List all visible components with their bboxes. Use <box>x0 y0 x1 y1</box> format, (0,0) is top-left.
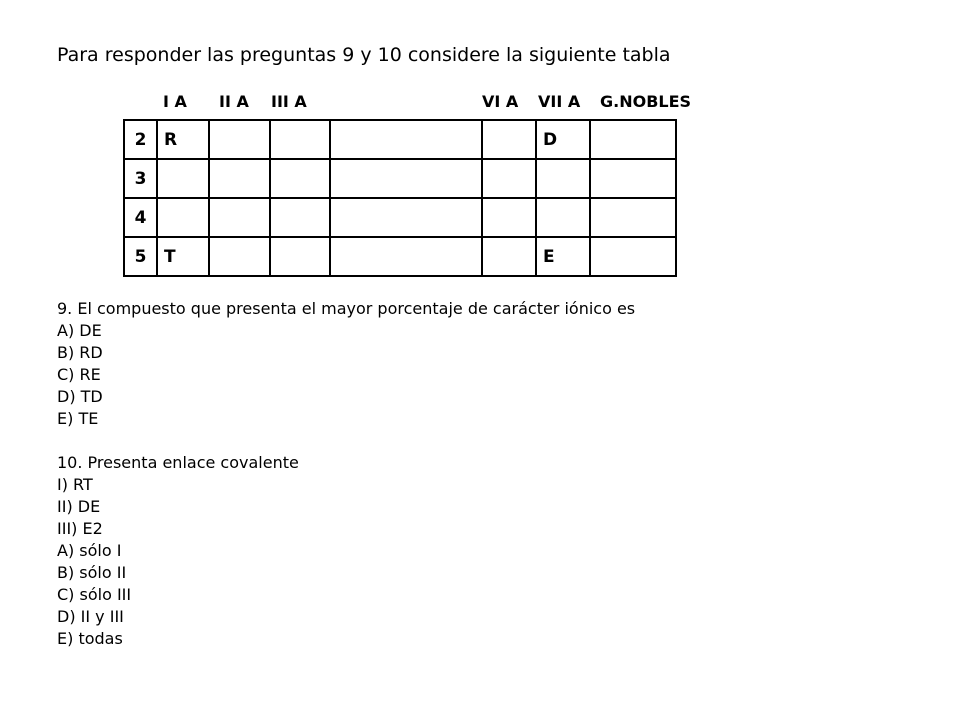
table-cell <box>209 120 270 159</box>
table-cell <box>482 120 536 159</box>
question-10-prompt: 10. Presenta enlace covalente <box>57 453 299 472</box>
table-cell <box>157 198 209 237</box>
table-cell <box>209 198 270 237</box>
table-cell <box>209 237 270 276</box>
question-9-option: D) TD <box>57 387 103 406</box>
table-cell <box>590 237 676 276</box>
question-9-option: B) RD <box>57 343 103 362</box>
table-cell <box>330 198 482 237</box>
table-cell: D <box>536 120 590 159</box>
question-10-statement: III) E2 <box>57 519 103 538</box>
table-cell <box>536 198 590 237</box>
question-9-option: A) DE <box>57 321 102 340</box>
question-10-statement: I) RT <box>57 475 93 494</box>
question-10-option: C) sólo III <box>57 585 132 604</box>
table-cell <box>209 159 270 198</box>
period-label: 5 <box>124 237 157 276</box>
question-9-prompt: 9. El compuesto que presenta el mayor porcentaje de carácter iónico es <box>57 299 636 318</box>
table-cell <box>482 237 536 276</box>
question-9-option: E) TE <box>57 409 99 428</box>
table-cell <box>157 159 209 198</box>
table-cell <box>536 159 590 198</box>
group-headers <box>0 91 960 113</box>
header-group-3a: III A <box>271 92 307 111</box>
periodic-table <box>123 119 677 277</box>
table-cell <box>482 159 536 198</box>
table-cell <box>330 120 482 159</box>
table-cell <box>590 198 676 237</box>
table-row <box>124 120 676 159</box>
header-noble-gases: G.NOBLES <box>600 92 692 111</box>
table-cell <box>330 159 482 198</box>
question-10-option: E) todas <box>57 629 123 648</box>
question-9-option: C) RE <box>57 365 101 384</box>
table-cell <box>590 120 676 159</box>
table-cell <box>482 198 536 237</box>
table-cell: R <box>157 120 209 159</box>
question-10-option: A) sólo I <box>57 541 122 560</box>
table-cell: E <box>536 237 590 276</box>
header-group-7a: VII A <box>538 92 581 111</box>
header-group-2a: II A <box>219 92 249 111</box>
period-label: 2 <box>124 120 157 159</box>
table-cell <box>270 120 330 159</box>
period-label: 3 <box>124 159 157 198</box>
question-10-option: D) II y III <box>57 607 124 626</box>
table-cell <box>270 198 330 237</box>
table-cell <box>590 159 676 198</box>
table-row <box>124 159 676 198</box>
header-group-1a: I A <box>163 92 187 111</box>
question-10-statement: II) DE <box>57 497 101 516</box>
table-cell <box>330 237 482 276</box>
table-row <box>124 198 676 237</box>
question-10-option: B) sólo II <box>57 563 127 582</box>
intro-text: Para responder las preguntas 9 y 10 considere la siguiente tabla <box>57 44 671 66</box>
spacer <box>57 430 635 452</box>
questions-block <box>57 298 635 650</box>
table-cell: T <box>157 237 209 276</box>
table-row <box>124 237 676 276</box>
period-label: 4 <box>124 198 157 237</box>
header-group-6a: VI A <box>482 92 519 111</box>
table-cell <box>270 159 330 198</box>
table-cell <box>270 237 330 276</box>
